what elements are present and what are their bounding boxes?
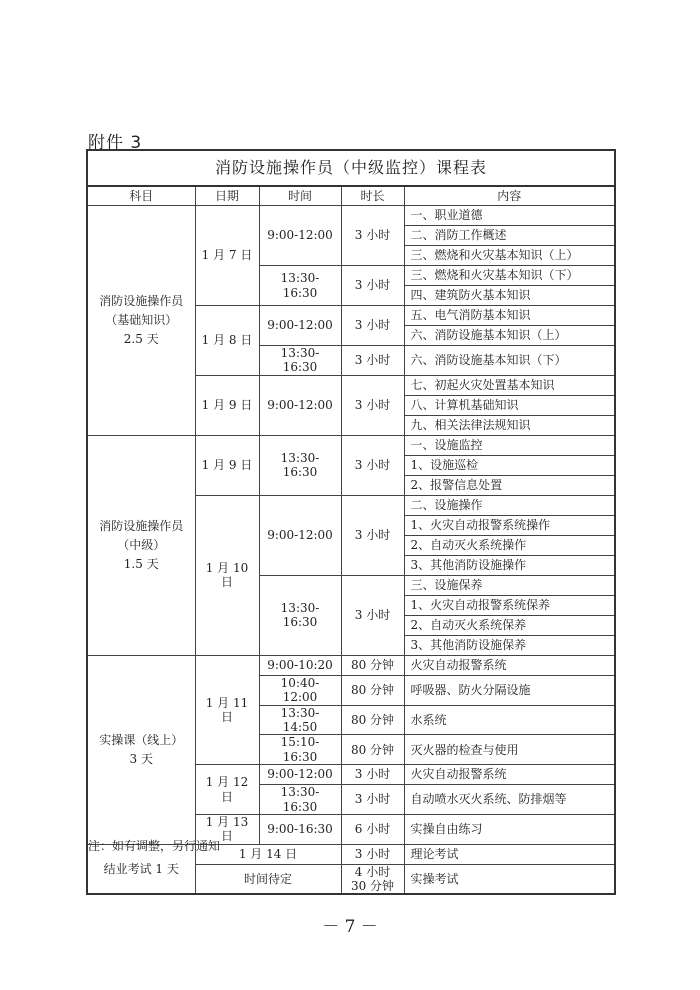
time-cell: 9:00-12:00 (259, 375, 341, 435)
time-cell: 9:00-12:00 (259, 206, 341, 266)
footnote: 注：如有调整，另行通知 (88, 839, 221, 853)
content-cell: 2、自动灭火系统操作 (404, 535, 615, 555)
time-cell: 13:30-16:30 (259, 346, 341, 376)
attachment-label: 附件 3 (88, 133, 143, 153)
date-cell: 1 月 7 日 (195, 206, 259, 306)
duration-cell: 3 小时 (341, 306, 404, 346)
time-cell: 13:30-16:30 (259, 435, 341, 495)
exam-content-cell: 实操考试 (404, 864, 615, 894)
time-cell: 13:30-16:30 (259, 785, 341, 815)
duration-cell: 3 小时 (341, 495, 404, 575)
content-cell: 灭火器的检查与使用 (404, 735, 615, 765)
time-cell: 9:00-12:00 (259, 765, 341, 785)
content-cell: 1、火灾自动报警系统操作 (404, 515, 615, 535)
duration-cell: 3 小时 (341, 375, 404, 435)
date-cell: 1 月 13 日 (195, 814, 259, 844)
course-schedule-table (86, 149, 616, 895)
header-content: 内容 (404, 186, 615, 206)
header-subject: 科目 (87, 186, 195, 206)
content-cell: 2、自动灭火系统保养 (404, 615, 615, 635)
exam-date-time-cell: 时间待定 (195, 864, 341, 894)
date-cell: 1 月 9 日 (195, 375, 259, 435)
content-cell: 1、设施巡检 (404, 455, 615, 475)
content-cell: 水系统 (404, 705, 615, 735)
content-cell: 火灾自动报警系统 (404, 655, 615, 675)
subject-line: （基础知识） (105, 312, 178, 327)
exam-duration-cell: 4 小时 30 分钟 (341, 864, 404, 894)
content-cell: 八、计算机基础知识 (404, 395, 615, 415)
exam-date-time-cell: 1 月 14 日 (195, 844, 341, 864)
content-cell: 二、消防工作概述 (404, 226, 615, 246)
content-cell: 六、消防设施基本知识（上） (404, 326, 615, 346)
exam-content-cell: 理论考试 (404, 844, 615, 864)
date-cell: 1 月 10 日 (195, 495, 259, 655)
subject-line: 1.5 天 (123, 556, 159, 571)
duration-cell: 6 小时 (341, 814, 404, 844)
content-cell: 3、其他消防设施操作 (404, 555, 615, 575)
content-cell: 四、建筑防火基本知识 (404, 286, 615, 306)
date-cell: 1 月 12 日 (195, 765, 259, 815)
time-cell: 13:30-16:30 (259, 575, 341, 655)
duration-cell: 80 分钟 (341, 655, 404, 675)
exam-subject-cell: 结业考试 1 天 (87, 844, 195, 894)
duration-cell: 3 小时 (341, 765, 404, 785)
content-cell: 三、设施保养 (404, 575, 615, 595)
subject-line: （中级） (117, 537, 166, 552)
subject-cell (87, 435, 195, 655)
duration-cell: 80 分钟 (341, 705, 404, 735)
date-cell: 1 月 9 日 (195, 435, 259, 495)
duration-cell: 3 小时 (341, 266, 404, 306)
time-cell: 13:30-16:30 (259, 266, 341, 306)
date-cell: 1 月 11 日 (195, 655, 259, 764)
time-cell: 9:00-12:00 (259, 306, 341, 346)
table-title: 消防设施操作员（中级监控）课程表 (87, 150, 615, 186)
duration-cell: 80 分钟 (341, 735, 404, 765)
subject-line: 2.5 天 (123, 331, 159, 346)
table-row (87, 435, 615, 455)
subject-line: 实操课（线上） (99, 732, 184, 747)
page-number: － 7 － (322, 917, 378, 937)
content-cell: 自动喷水灭火系统、防排烟等 (404, 785, 615, 815)
duration-cell: 3 小时 (341, 575, 404, 655)
subject-line: 消防设施操作员 (99, 293, 184, 308)
time-cell: 9:00-12:00 (259, 495, 341, 575)
time-cell: 13:30-14:50 (259, 705, 341, 735)
content-cell: 火灾自动报警系统 (404, 765, 615, 785)
date-cell: 1 月 8 日 (195, 306, 259, 376)
subject-cell (87, 206, 195, 436)
content-cell: 2、报警信息处置 (404, 475, 615, 495)
content-cell: 二、设施操作 (404, 495, 615, 515)
time-cell: 9:00-16:30 (259, 814, 341, 844)
header-row (87, 186, 615, 206)
table-row (87, 206, 615, 226)
duration-cell: 3 小时 (341, 346, 404, 376)
content-cell: 六、消防设施基本知识（下） (404, 346, 615, 376)
table-row (87, 655, 615, 675)
duration-cell: 3 小时 (341, 785, 404, 815)
content-cell: 五、电气消防基本知识 (404, 306, 615, 326)
header-date: 日期 (195, 186, 259, 206)
subject-cell (87, 655, 195, 844)
content-cell: 3、其他消防设施保养 (404, 635, 615, 655)
exam-duration-cell: 3 小时 (341, 844, 404, 864)
content-cell: 呼吸器、防火分隔设施 (404, 675, 615, 705)
content-cell: 七、初起火灾处置基本知识 (404, 375, 615, 395)
duration-cell: 80 分钟 (341, 675, 404, 705)
content-cell: 一、设施监控 (404, 435, 615, 455)
content-cell: 1、火灾自动报警系统保养 (404, 595, 615, 615)
duration-cell: 3 小时 (341, 206, 404, 266)
content-cell: 一、职业道德 (404, 206, 615, 226)
duration-cell: 3 小时 (341, 435, 404, 495)
header-duration: 时长 (341, 186, 404, 206)
content-cell: 实操自由练习 (404, 814, 615, 844)
subject-line: 3 天 (129, 751, 153, 766)
time-cell: 9:00-10:20 (259, 655, 341, 675)
content-cell: 九、相关法律法规知识 (404, 415, 615, 435)
time-cell: 15:10-16:30 (259, 735, 341, 765)
time-cell: 10:40-12:00 (259, 675, 341, 705)
title-row (87, 150, 615, 186)
content-cell: 三、燃烧和火灾基本知识（下） (404, 266, 615, 286)
header-time: 时间 (259, 186, 341, 206)
content-cell: 三、燃烧和火灾基本知识（上） (404, 246, 615, 266)
subject-line: 消防设施操作员 (99, 518, 184, 533)
